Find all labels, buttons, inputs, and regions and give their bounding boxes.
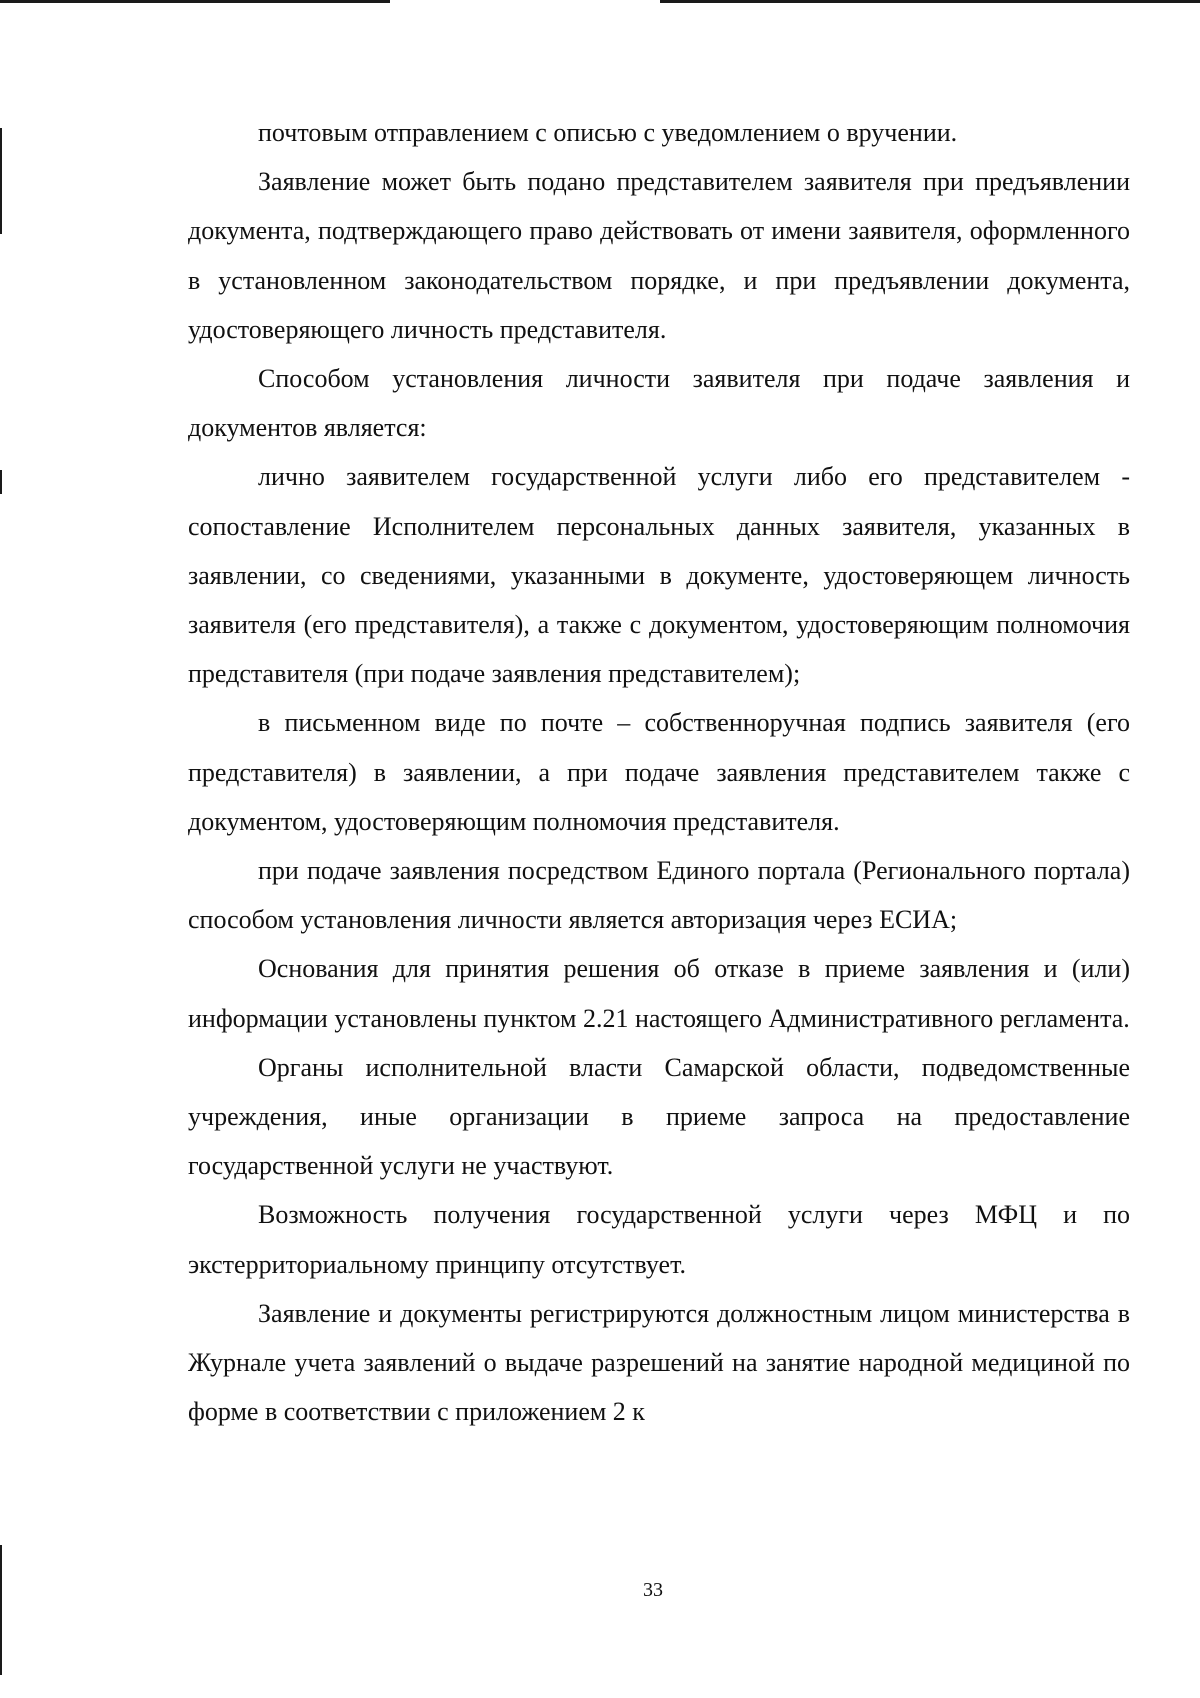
paragraph-1: почтовым отправлением с описью с уведомлением о вручении. xyxy=(258,118,958,147)
scan-artifact-top-right xyxy=(660,0,1200,3)
paragraph-4: лично заявителем государственной услуги либо его представителем - сопоставление Исполнителем персональных данных заявителя, указанных в заявлении, со сведениями, указанными в документе, удостоверяющем личность заявителя (его представителя), а также с документом, удостоверяющим полномочия представителя (при подаче заявления представителем); xyxy=(188,462,1130,689)
document-body xyxy=(188,108,1130,1436)
scan-artifact-top-left xyxy=(0,0,390,3)
paragraph-10: Заявление и документы регистрируются должностным лицом министерства в Журнале учета заявлений о выдаче разрешений на занятие народной медициной по форме в соответствии с приложением 2 к xyxy=(188,1298,1130,1427)
paragraph-7: Основания для принятия решения об отказе в приеме заявления и (или) информации установлены пунктом 2.21 настоящего Административного регламента. xyxy=(188,954,1130,1033)
scan-artifact-left-edge-1 xyxy=(0,128,2,234)
paragraph-9: Возможность получения государственной услуги через МФЦ и по экстерриториальному принципу отсутствует. xyxy=(188,1200,1130,1279)
page-number: 33 xyxy=(643,1579,663,1601)
paragraph-6: при подаче заявления посредством Единого портала (Регионального портала) способом установления личности является авторизация через ЕСИА; xyxy=(188,856,1130,935)
scan-artifact-left-edge-3 xyxy=(0,1545,2,1675)
paragraph-8: Органы исполнительной власти Самарской области, подведомственные учреждения, иные организации в приеме запроса на предоставление государственной услуги не участвуют. xyxy=(188,1052,1130,1181)
paragraph-5: в письменном виде по почте – собственноручная подпись заявителя (его представителя) в заявлении, а при подаче заявления представителем также с документом, удостоверяющим полномочия представителя. xyxy=(188,708,1130,836)
paragraph-3: Способом установления личности заявителя при подаче заявления и документов является: xyxy=(188,364,1130,443)
scan-artifact-left-edge-2 xyxy=(0,470,2,494)
paragraph-2: Заявление может быть подано представителем заявителя при предъявлении документа, подтверждающего право действовать от имени заявителя, оформленного в установленном законодательством порядке, и при предъявлении документа, удостоверяющего личность представителя. xyxy=(188,167,1130,344)
